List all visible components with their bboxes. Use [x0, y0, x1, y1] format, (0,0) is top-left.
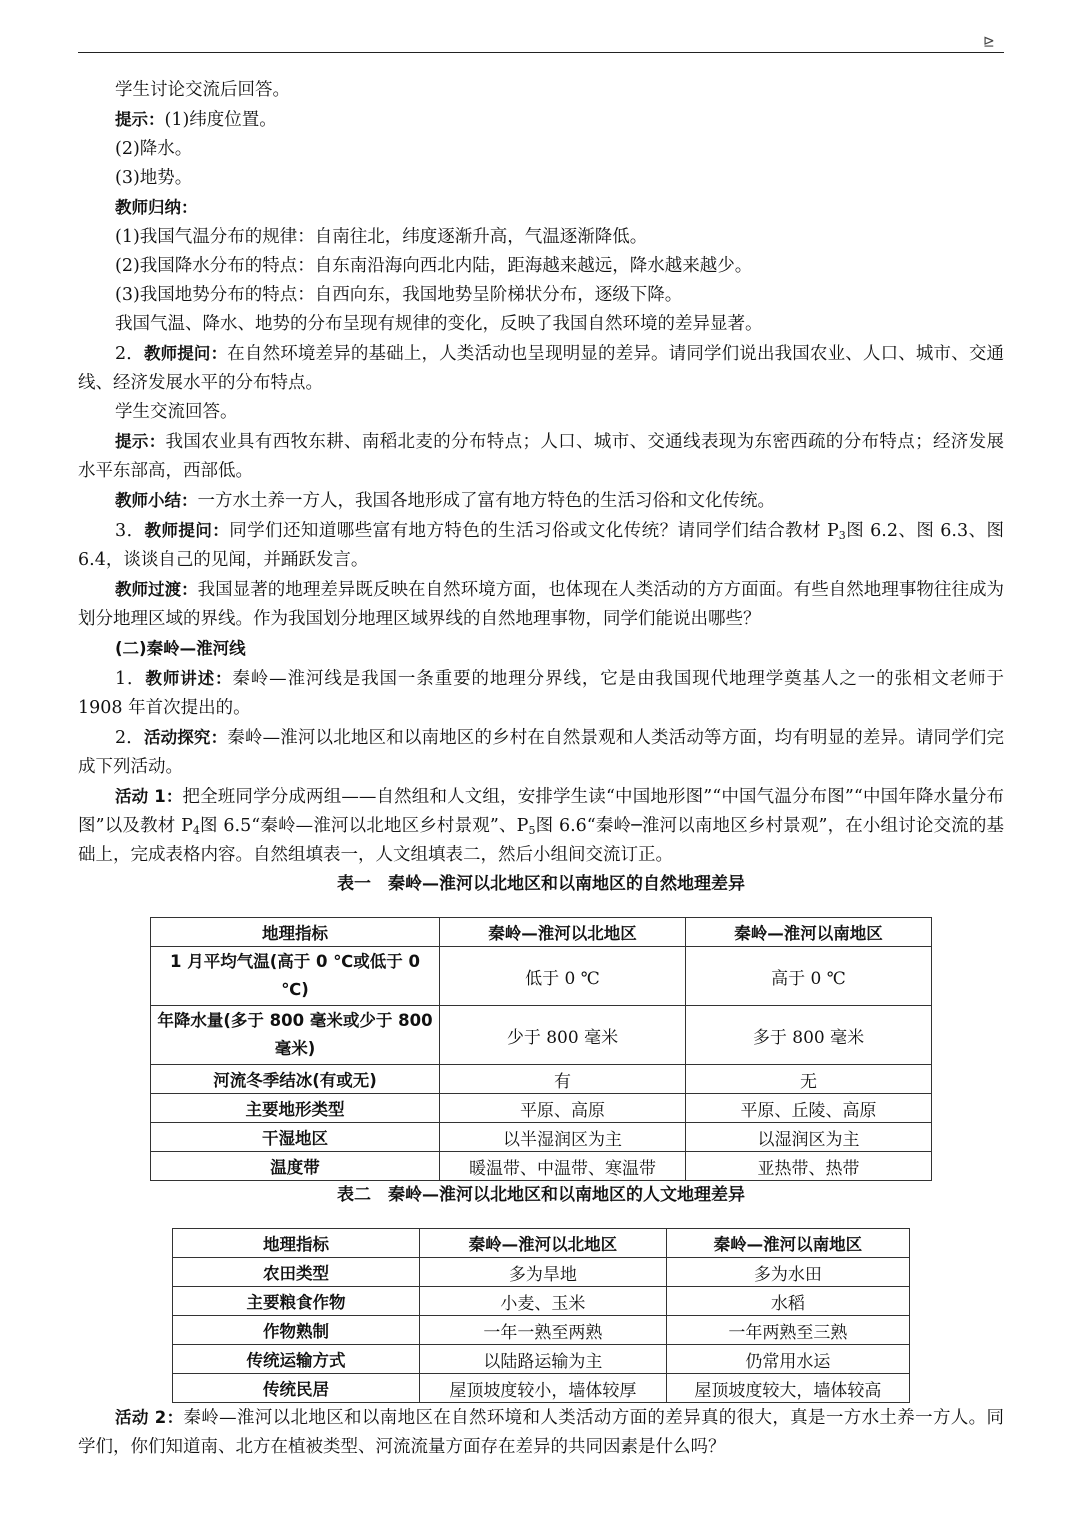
table-row	[151, 1152, 932, 1181]
paragraph: 教师归纳：	[115, 198, 198, 217]
table-cell: 年降水量(多于 800 毫米或少于 800 毫米)	[151, 1006, 440, 1065]
table-cell: 多于 800 毫米	[685, 1006, 931, 1065]
table-row	[151, 1094, 932, 1123]
paragraph: 学生交流回答。	[115, 402, 238, 422]
column-header: 秦岭—淮河以北地区	[419, 1229, 666, 1258]
table-cell: 传统民居	[173, 1374, 420, 1403]
table-cell: 高于 0 ℃	[685, 947, 931, 1006]
paragraph: 提示：我国农业具有西牧东耕、南稻北麦的分布特点；人口、城市、交通线表现为东密西疏的分布特点；经济发展水平东部高，西部低。	[78, 432, 1005, 481]
paragraph: 提示：(1)纬度位置。	[115, 110, 277, 130]
table-cell: 水稻	[666, 1287, 909, 1316]
table-cell: 以湿润区为主	[685, 1123, 931, 1152]
table-row	[151, 1006, 932, 1065]
paragraph: 1．教师讲述：秦岭—淮河线是我国一条重要的地理分界线，它是由我国现代地理学奠基人之一的张相文老师于 1908 年首次提出的。	[78, 669, 1004, 718]
table-cell: 河流冬季结冰(有或无)	[151, 1065, 440, 1094]
table-cell: 有	[439, 1065, 685, 1094]
table-cell: 平原、丘陵、高原	[685, 1094, 931, 1123]
table-header-row	[151, 918, 932, 947]
paragraph: 3．教师提问：同学们还知道哪些富有地方特色的生活习俗或文化传统？请同学们结合教材 $P_3$图 6.2、图 6.3、图 6.4，谈谈自己的见闻，并踊跃发言。	[78, 521, 1004, 570]
table-cell: 主要粮食作物	[173, 1287, 420, 1316]
table-cell: 传统运输方式	[173, 1345, 420, 1374]
table-header-row	[173, 1229, 910, 1258]
paragraph: 我国气温、降水、地势的分布呈现有规律的变化，反映了我国自然环境的差异显著。	[115, 314, 763, 334]
table-cell: 暖温带、中温带、寒温带	[439, 1152, 685, 1181]
table-cell: 少于 800 毫米	[439, 1006, 685, 1065]
table-row	[173, 1258, 910, 1287]
table-row	[173, 1374, 910, 1403]
paragraph: 2．教师提问：在自然环境差异的基础上，人类活动也呈现明显的差异。请同学们说出我国农业、人口、城市、交通线、经济发展水平的分布特点。	[78, 344, 1005, 393]
table-cell: 亚热带、热带	[685, 1152, 931, 1181]
table-row	[173, 1345, 910, 1374]
table-cell: 仍常用水运	[666, 1345, 909, 1374]
table-cell: 1 月平均气温(高于 0 ℃或低于 0 ℃)	[151, 947, 440, 1006]
table-cell: 以陆路运输为主	[419, 1345, 666, 1374]
column-header: 地理指标	[173, 1229, 420, 1258]
table-row	[151, 1123, 932, 1152]
paragraph: (3)我国地势分布的特点：自西向东，我国地势呈阶梯状分布，逐级下降。	[115, 285, 683, 305]
document-body	[78, 76, 1004, 1462]
table-cell: 主要地形类型	[151, 1094, 440, 1123]
paragraph: (2)降水。	[115, 139, 193, 159]
column-header: 秦岭—淮河以南地区	[666, 1229, 909, 1258]
table-cell: 温度带	[151, 1152, 440, 1181]
paragraph: 教师小结：一方水土养一方人，我国各地形成了富有地方特色的生活习俗和文化传统。	[115, 491, 775, 511]
table-cell: 多为水田	[666, 1258, 909, 1287]
table-cell: 干湿地区	[151, 1123, 440, 1152]
table-cell: 无	[685, 1065, 931, 1094]
header-rule	[78, 52, 1004, 53]
natural-geography-table	[150, 917, 932, 1181]
paragraph: (3)地势。	[115, 168, 193, 188]
table-cell: 作物熟制	[173, 1316, 420, 1345]
table-cell: 农田类型	[173, 1258, 420, 1287]
table-cell: 以半湿润区为主	[439, 1123, 685, 1152]
human-geography-table	[172, 1228, 910, 1403]
table2-caption: 表二 秦岭—淮河以北地区和以南地区的人文地理差异	[337, 1185, 745, 1205]
table-cell: 屋顶坡度较大，墙体较高	[666, 1374, 909, 1403]
table-cell: 平原、高原	[439, 1094, 685, 1123]
paragraph: 活动 2：秦岭—淮河以北地区和以南地区在自然环境和人类活动方面的差异真的很大，真是一方水土养一方人。同学们，你们知道南、北方在植被类型、河流流量方面存在差异的共同因素是什么吗？	[78, 1408, 1004, 1457]
flag-icon: ⊵	[983, 34, 995, 50]
paragraph: 2．活动探究：秦岭—淮河以北地区和以南地区的乡村在自然景观和人类活动等方面，均有明显的差异。请同学们完成下列活动。	[78, 728, 1005, 777]
table-row	[151, 947, 932, 1006]
table1-caption: 表一 秦岭—淮河以北地区和以南地区的自然地理差异	[337, 874, 745, 894]
table-cell: 低于 0 ℃	[439, 947, 685, 1006]
table-cell: 屋顶坡度较小，墙体较厚	[419, 1374, 666, 1403]
section-heading: (二)秦岭—淮河线	[115, 639, 246, 658]
paragraph: 学生讨论交流后回答。	[115, 80, 290, 100]
column-header: 秦岭—淮河以南地区	[685, 918, 931, 947]
paragraph: (1)我国气温分布的规律：自南往北，纬度逐渐升高，气温逐渐降低。	[115, 227, 648, 247]
column-header: 秦岭—淮河以北地区	[439, 918, 685, 947]
paragraph: 教师过渡：我国显著的地理差异既反映在自然环境方面，也体现在人类活动的方方面面。有些自然地理事物往往成为划分地理区域的界线。作为我国划分地理区域界线的自然地理事物，同学们能说出哪些？	[78, 580, 1005, 629]
table-cell: 小麦、玉米	[419, 1287, 666, 1316]
table-row	[173, 1287, 910, 1316]
table-row	[151, 1065, 932, 1094]
paragraph: 活动 1：把全班同学分成两组——自然组和人文组，安排学生读“中国地形图”“中国气温分布图”“中国年降水量分布图”以及教材 $P_4$图 6.5“秦岭—淮河以北地区乡村景观”、$P_5$图 6.6“秦岭─淮河以南地区乡村景观”，在小组讨论交流的基础上，完成表格内容。自然组填表一，人文组填表二，然后小组间交流订正。	[78, 787, 1004, 865]
table-row	[173, 1316, 910, 1345]
paragraph: (2)我国降水分布的特点：自东南沿海向西北内陆，距海越来越远，降水越来越少。	[115, 256, 753, 276]
column-header: 地理指标	[151, 918, 440, 947]
table-cell: 一年两熟至三熟	[666, 1316, 909, 1345]
table-cell: 多为旱地	[419, 1258, 666, 1287]
table-cell: 一年一熟至两熟	[419, 1316, 666, 1345]
